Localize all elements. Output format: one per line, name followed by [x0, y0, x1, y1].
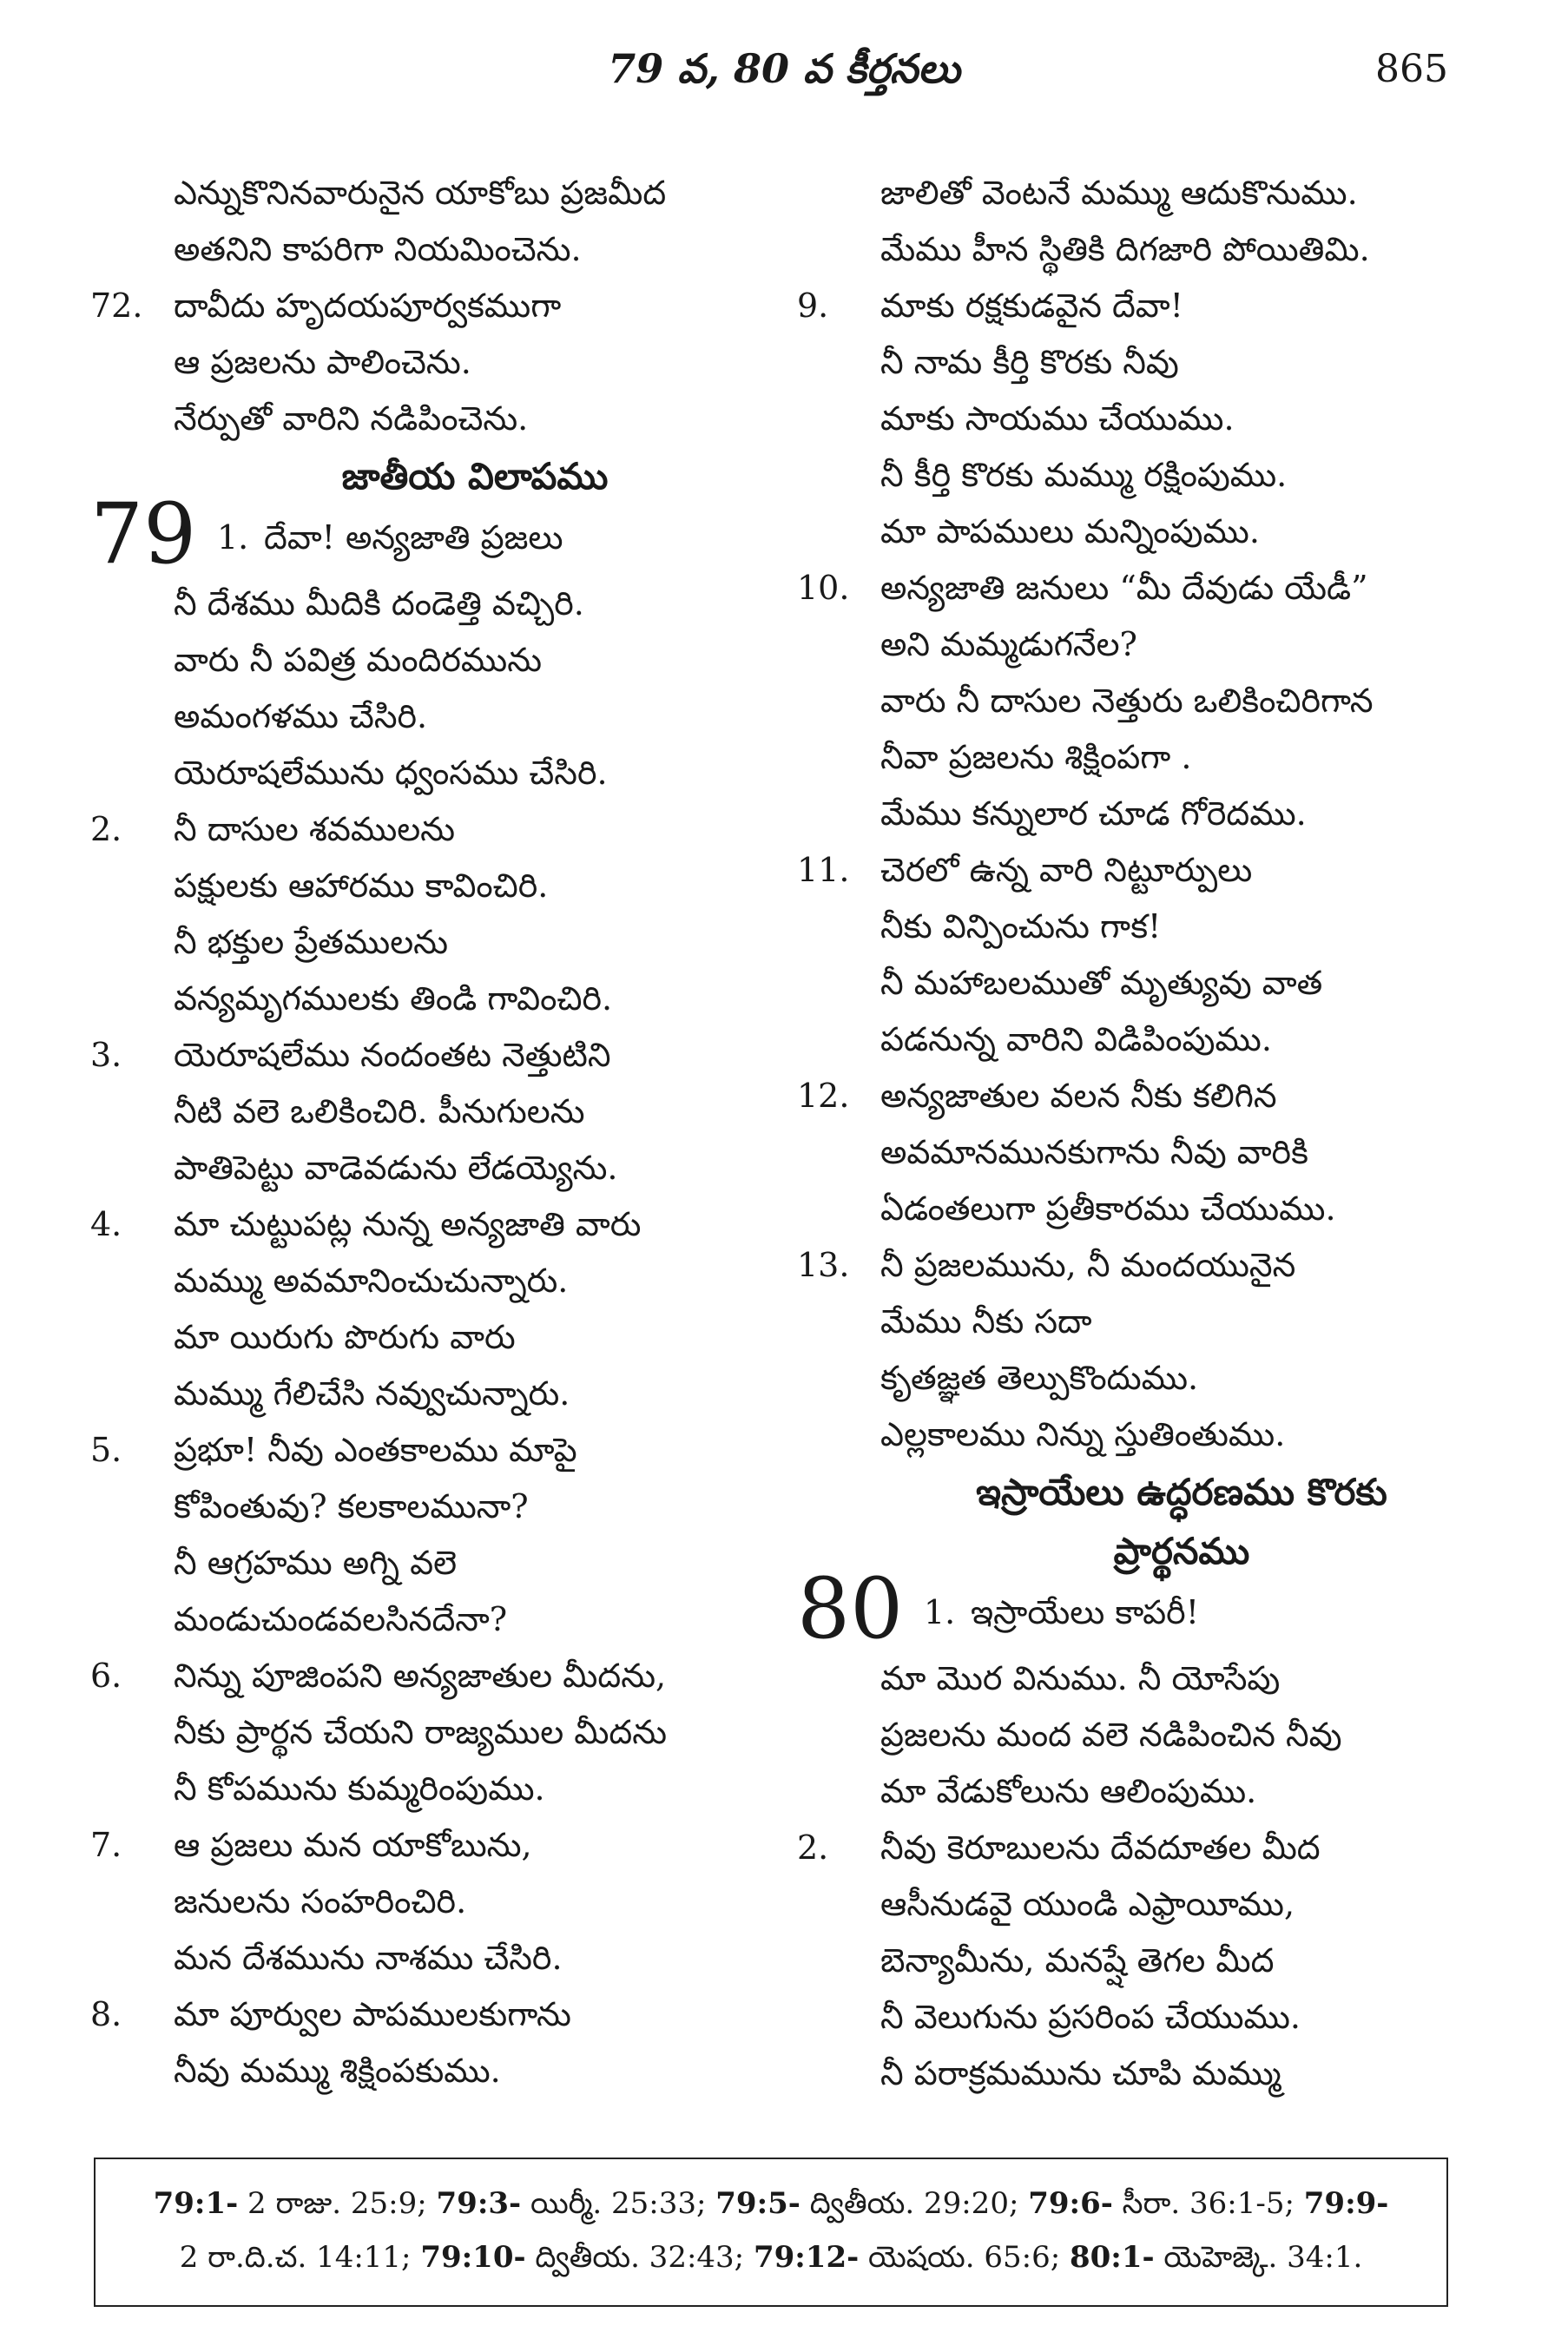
verse-text: మాకు సాయము చేయుము.	[880, 399, 1235, 438]
verse-number: 5.	[90, 1431, 122, 1469]
verse-text: మేము కన్నులార చూడ గోరెదము.	[880, 794, 1307, 833]
verse-text: ఆసీనుడవై యుండి ఎఫ్రాయీము,	[880, 1885, 1295, 1923]
verse-number: 13.	[797, 1246, 850, 1284]
psalm-80-start	[797, 1560, 1483, 1657]
footnote-reference: 79:1-	[153, 2186, 239, 2221]
verse-text: అన్యజాతి జనులు “మీ దేవుడు యేడీ”	[880, 569, 1368, 607]
verse-text: నీ కోపమును కుమ్మరింపుము.	[174, 1769, 545, 1808]
verse-text: మమ్ము అవమానించుచున్నారు.	[174, 1262, 569, 1300]
footnote-text: 2 రాజు. 25:9;	[238, 2186, 437, 2221]
psalm-79-number: 79	[90, 485, 197, 583]
verse-line	[797, 1933, 1483, 1989]
verse-line	[90, 1930, 776, 1986]
verse-line	[797, 1820, 1483, 1876]
psalm-80-heading-line-2: ప్రార్థనము	[1113, 1530, 1250, 1572]
verse-text: మండుచుండవలసినదేనా?	[174, 1600, 508, 1638]
verse-line	[90, 1817, 776, 1874]
verse-number: 10.	[797, 569, 850, 607]
footnote-text: ద్వితీయ. 29:20;	[800, 2186, 1029, 2221]
verse-text: వారు నీ పవిత్ర మందిరమును	[174, 641, 543, 679]
verse-line	[90, 1196, 776, 1253]
verse-line	[797, 1068, 1483, 1124]
verse-text: మమ్ము గేలిచేసి నవ్వుచున్నారు.	[174, 1374, 570, 1413]
verse-text: దావీదు హృదయపూర్వకముగా	[174, 287, 562, 325]
verse-text: బెన్యామీను, మనష్షే తెగల మీద	[880, 1941, 1275, 1980]
footnote-reference: 79:5-	[715, 2186, 800, 2221]
verse-number: 12.	[797, 1077, 850, 1115]
verse-text: పడనున్న వారిని విడిపింపుము.	[880, 1020, 1272, 1058]
verse-text: ఇస్రాయేలు కాపరీ!	[971, 1593, 1199, 1631]
verse-text: ఆ ప్రజలు మన యాకోబును,	[174, 1826, 532, 1864]
verse-line	[90, 1027, 776, 1084]
verse-text: మా పూర్వుల పాపములకుగాను	[174, 1995, 571, 2033]
verse-line	[90, 1591, 776, 1648]
verse-number: 6.	[90, 1657, 122, 1695]
footnote-text: సీరా. 36:1-5;	[1112, 2186, 1304, 2221]
verse-line	[90, 1479, 776, 1535]
verse-line	[797, 560, 1483, 616]
verse-line	[90, 971, 776, 1027]
verse-text: పక్షులకు ఆహారము కావించిరి.	[174, 866, 549, 905]
verse-line	[797, 1876, 1483, 1933]
verse-number: 72.	[90, 287, 143, 325]
verse-line	[797, 1237, 1483, 1294]
verse-text: చెరలో ఉన్న వారి నిట్టూర్పులు	[880, 851, 1253, 889]
verse-line	[90, 914, 776, 971]
verse-number: 4.	[90, 1205, 122, 1243]
verse-text: మాకు రక్షకుడవైన దేవా!	[880, 287, 1183, 325]
verse-text: ప్రభూ! నీవు ఎంతకాలము మాపై	[174, 1431, 577, 1469]
verse-line	[90, 165, 776, 221]
verse-number: 9.	[797, 287, 829, 325]
verse-line	[797, 1407, 1483, 1463]
verse-line	[90, 632, 776, 688]
verse-line	[90, 745, 776, 801]
verse-text: మా పాపములు మన్నింపుము.	[880, 512, 1260, 550]
verse-line	[90, 801, 776, 858]
verse-text: నీ ఆగ్రహము అగ్ని వలె	[174, 1544, 458, 1582]
verse-line	[90, 1140, 776, 1196]
verse-text: నీ దాసుల శవములను	[174, 810, 455, 848]
right-column	[797, 165, 1483, 2102]
verse-text: నీ పరాక్రమమును చూపి మమ్ము	[880, 2054, 1281, 2092]
verse-line	[90, 688, 776, 745]
verse-text: అమంగళము చేసిరి.	[174, 697, 428, 735]
verse-line	[90, 576, 776, 632]
verse-text: నీ ప్రజలమును, నీ మందయునైన	[880, 1246, 1296, 1284]
footnote-reference: 79:9-	[1303, 2186, 1389, 2221]
verse-number: 1.	[217, 518, 249, 557]
left-block-1	[90, 165, 776, 447]
verse-line	[90, 334, 776, 391]
verse-text: నీ వెలుగును ప్రసరింప చేయుము.	[880, 1998, 1301, 2036]
footnote-box	[94, 2158, 1448, 2307]
verse-text: అవమానమునకుగాను నీవు వారికి	[880, 1133, 1308, 1171]
verse-line	[797, 1989, 1483, 2046]
verse-text: జనులను సంహరించిరి.	[174, 1882, 467, 1920]
verse-line	[90, 1422, 776, 1479]
verse-text: మన దేశమును నాశము చేసిరి.	[174, 1939, 563, 1977]
verse-text: యెరూషలేము నందంతట నెత్తుటిని	[174, 1036, 611, 1074]
footnote-line-1	[96, 2177, 1446, 2230]
verse-line	[797, 1650, 1483, 1707]
verse-text: పాతిపెట్టు వాడెవడును లేడయ్యెను.	[174, 1149, 618, 1187]
verse-line	[90, 1253, 776, 1309]
psalm-79-heading: జాతీయ విలాపము	[341, 455, 609, 497]
verse-number: 2.	[90, 810, 122, 848]
right-block-2	[797, 1650, 1483, 2102]
psalm-79-start	[90, 485, 776, 583]
footnote-line-2	[96, 2230, 1446, 2284]
verse-text: జాలితో వెంటనే మమ్ము ఆదుకొనుము.	[880, 174, 1358, 212]
verse-text: అని మమ్మడుగనేల?	[880, 625, 1137, 663]
verse-text: కృతజ్ఞత తెల్పుకొందుము.	[880, 1359, 1199, 1397]
verse-line	[797, 1707, 1483, 1763]
verse-text: దేవా! అన్యజాతి ప్రజలు	[264, 518, 563, 557]
footnote-text: 2 రా.ది.చ. 14:11;	[179, 2240, 421, 2275]
footnote-text: యెహెజ్కె. 34:1.	[1154, 2240, 1363, 2275]
verse-text: ఏడంతలుగా ప్రతీకారము చేయుము.	[880, 1189, 1336, 1228]
page-number: 865	[1375, 47, 1448, 91]
verse-line	[90, 1761, 776, 1817]
verse-text: వన్యమృగములకు తిండి గావించిరి.	[174, 979, 613, 1018]
verse-text: మేము నీకు సదా	[880, 1302, 1092, 1341]
verse-text: మేము హీన స్థితికి దిగజారి పోయితిమి.	[880, 230, 1370, 268]
verse-line	[90, 278, 776, 334]
verse-line	[797, 165, 1483, 221]
verse-text: నిన్ను పూజింపని అన్యజాతుల మీదను,	[174, 1657, 667, 1695]
verse-text: నీ భక్తుల ప్రేతములను	[174, 923, 448, 961]
verse-line	[90, 1986, 776, 2043]
verse-number: 2.	[797, 1828, 829, 1867]
verse-line	[797, 1763, 1483, 1820]
left-block-2	[90, 576, 776, 2099]
verse-line	[797, 786, 1483, 842]
verse-number: 1.	[924, 1593, 956, 1631]
verse-number: 3.	[90, 1036, 122, 1074]
verse-text: మా యిరుగు పొరుగు వారు	[174, 1318, 516, 1356]
verse-line	[797, 842, 1483, 899]
verse-text: యెరూషలేమును ధ్వంసము చేసిరి.	[174, 754, 608, 792]
verse-line	[797, 673, 1483, 729]
verse-line	[797, 504, 1483, 560]
verse-line	[797, 1124, 1483, 1181]
verse-text: నీ దేశము మీదికి దండెత్తి వచ్చిరి.	[174, 584, 584, 623]
verse-text: ప్రజలను మంద వలె నడిపించిన నీవు	[880, 1716, 1342, 1754]
verse-text: అతనిని కాపరిగా నియమించెను.	[174, 230, 582, 268]
footnote-reference: 79:6-	[1028, 2186, 1113, 2221]
verse-line	[90, 1648, 776, 1704]
verse-text: నీవు మమ్ము శిక్షింపకుము.	[174, 2052, 501, 2090]
verse-text: నీటి వలె ఒలికించిరి. పీనుగులను	[174, 1092, 585, 1130]
verse-line	[90, 1084, 776, 1140]
verse-text: నీవు కెరూబులను దేవదూతల మీద	[880, 1828, 1321, 1867]
verse-line	[90, 1874, 776, 1930]
verse-text: నేర్పుతో వారిని నడిపించెను.	[174, 399, 529, 438]
footnote-text: యెషయ. 65:6;	[859, 2240, 1070, 2275]
verse-line	[797, 1350, 1483, 1407]
verse-line	[797, 391, 1483, 447]
psalm-80-heading-line-1: ఇస్రాయేలు ఉద్ధరణము కొరకు	[976, 1471, 1387, 1513]
verse-number: 8.	[90, 1995, 122, 2033]
verse-line	[797, 447, 1483, 504]
verse-line	[90, 1366, 776, 1422]
verse-text: నీ నామ కీర్తి కొరకు నీవు	[880, 343, 1179, 381]
footnote-reference: 80:1-	[1069, 2240, 1155, 2275]
psalm-80-number: 80	[797, 1560, 904, 1657]
verse-line	[797, 334, 1483, 391]
footnote-reference: 79:10-	[420, 2240, 526, 2275]
verse-text: నీ కీర్తి కొరకు మమ్ము రక్షింపుము.	[880, 456, 1288, 494]
verse-line	[797, 1294, 1483, 1350]
verse-line	[797, 729, 1483, 786]
verse-line	[90, 858, 776, 914]
verse-line	[90, 2043, 776, 2099]
footnote-text: యిర్మీ. 25:33;	[521, 2186, 716, 2221]
verse-text: నీ మహాబలముతో మృత్యువు వాత	[880, 964, 1323, 1002]
verse-text: నీకు ప్రార్థన చేయని రాజ్యముల మీదను	[174, 1713, 668, 1751]
verse-text: కోపింతువు? కలకాలమునా?	[174, 1487, 529, 1525]
verse-text: మా మొర వినుము. నీ యోసేపు	[880, 1659, 1281, 1697]
footnote-text: ద్వితీయ. 32:43;	[525, 2240, 754, 2275]
verse-line	[797, 1181, 1483, 1237]
verse-line	[90, 391, 776, 447]
footnote-reference: 79:3-	[436, 2186, 522, 2221]
verse-text: ఎన్నుకొనినవారునైన యాకోబు ప్రజమీద	[174, 174, 667, 212]
verse-text: మా వేడుకోలును ఆలింపుము.	[880, 1772, 1257, 1810]
verse-text: అన్యజాతుల వలన నీకు కలిగిన	[880, 1077, 1277, 1115]
verse-line	[797, 221, 1483, 278]
verse-line	[797, 2046, 1483, 2102]
verse-line	[797, 1011, 1483, 1068]
running-header-title: 79 వ, 80 వ కీర్తనలు	[608, 45, 960, 92]
right-block-1	[797, 165, 1483, 1463]
footnote-reference: 79:12-	[753, 2240, 860, 2275]
verse-text: మా చుట్టుపట్ల నున్న అన్యజాతి వారు	[174, 1205, 642, 1243]
verse-line	[797, 899, 1483, 955]
verse-line	[90, 1535, 776, 1591]
verse-line	[797, 616, 1483, 673]
verse-text: నీవా ప్రజలను శిక్షింపగా .	[880, 738, 1192, 776]
verse-number: 7.	[90, 1826, 122, 1864]
verse-line	[797, 955, 1483, 1011]
verse-text: నీకు విన్పించును గాక!	[880, 907, 1162, 945]
verse-text: ఎల్లకాలము నిన్ను స్తుతింతుము.	[880, 1415, 1286, 1453]
verse-number: 11.	[797, 851, 850, 889]
verse-line	[90, 1309, 776, 1366]
verse-text: వారు నీ దాసుల నెత్తురు ఒలికించిరిగాన	[880, 682, 1374, 720]
verse-line	[90, 221, 776, 278]
verse-line	[797, 278, 1483, 334]
verse-line	[90, 1704, 776, 1761]
verse-text: ఆ ప్రజలను పాలించెను.	[174, 343, 471, 381]
left-column	[90, 165, 776, 2099]
